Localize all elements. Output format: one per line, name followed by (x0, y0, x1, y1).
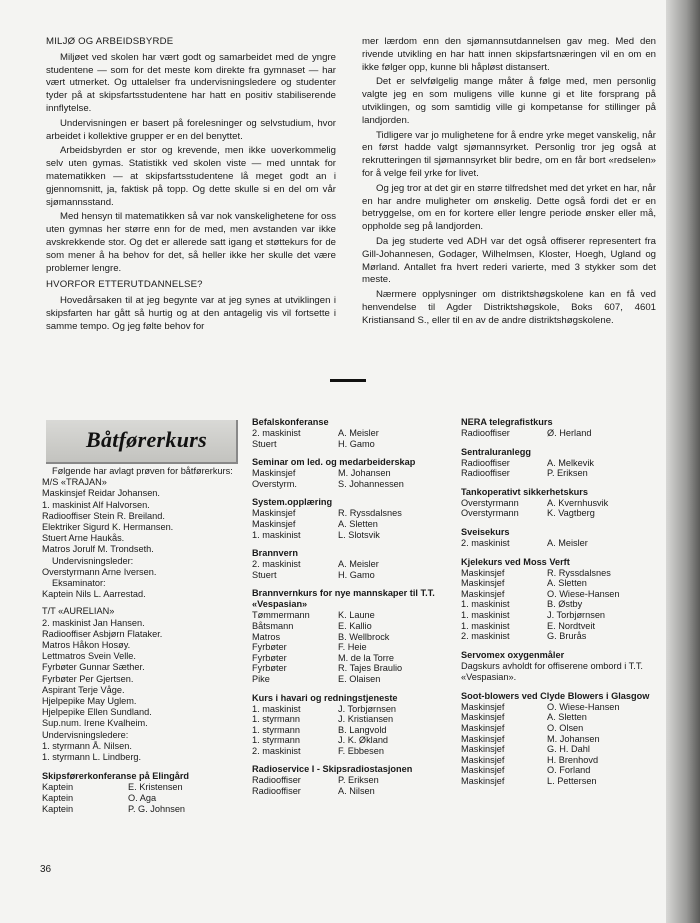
list-line: 1. styrmann L. Lindberg. (42, 752, 142, 763)
role-cell: 1. styrmann (252, 735, 300, 746)
table-row (461, 599, 620, 610)
name-cell: K. Laune (338, 610, 375, 621)
name-cell: O. Forland (547, 765, 591, 776)
role-cell: Overstyrmann (461, 508, 519, 519)
paragraph: Tidligere var jo mulighetene for å endre yrke meget vanskelig, når en først hadde valgt sjømannsyrket. Personlig tror jeg også at rekrutteringen til sjømannsyrket blir bedre, om en får bort «redselen» for å velge feil yrke for livet. (362, 129, 656, 179)
roster-table (252, 468, 404, 489)
name-cell: R. Ryssdalsnes (338, 508, 402, 519)
name-cell: R. Ryssdalsnes (547, 567, 611, 578)
role-cell: Tømmermann (252, 610, 310, 621)
list-line: Hjelpepike Ellen Sundland. (42, 707, 152, 718)
name-cell: J. Torbjørnsen (338, 703, 397, 714)
paragraph: Da jeg studerte ved ADH var det også offiserer representert fra Gill-Johannesen, Godager, Wilhelmsen, Kloster, Hoegh, Ugland og Mørland. Antallet fra hvert rederi varierte, med 3 stykker som det meste. (362, 235, 656, 286)
course-section (461, 447, 661, 479)
section-title: Soot-blowers ved Clyde Blowers i Glasgow (461, 690, 650, 701)
roster-table (461, 568, 620, 642)
section-heading: HVORFOR ETTERUTDANNELSE? (46, 279, 203, 291)
role-cell: 1. maskinist (461, 609, 510, 620)
role-cell: 1. styrmann (252, 714, 300, 725)
name-cell: K. Vagtberg (547, 508, 595, 519)
section-title: Kurs i havari og redningstjeneste (252, 692, 398, 703)
name-cell: J. Kristiansen (338, 714, 394, 725)
list-line: Fyrbøter Per Gjertsen. (42, 673, 134, 684)
section-title: Servomex oxygenmåler (461, 649, 565, 660)
list-line: Følgende har avlagt prøven for båtførerkurs: (52, 466, 233, 476)
name-cell: A. Nilsen (338, 786, 375, 797)
name-cell: M. Johansen (547, 733, 600, 744)
name-cell: A. Meisler (547, 537, 588, 548)
table-row (252, 642, 402, 653)
article-right-column (362, 36, 656, 330)
table-row (252, 439, 379, 450)
role-cell: Maskinsjef (461, 754, 505, 765)
section-title: Brannvern (252, 548, 298, 559)
name-cell: A. Meisler (338, 559, 379, 570)
role-cell: Kaptein (42, 793, 74, 804)
name-cell: H. Gamo (338, 438, 375, 449)
paragraph: Det er selvfølgelig mange måter å følge med, men personlig valgte jeg en som muligens ville kunne gi et lite forsprang på utviklingen, og som samtidig ville gi kompetanse for stillinger på landjorden. (362, 76, 656, 126)
list-line: Elektriker Sigurd K. Hermansen. (42, 522, 174, 533)
role-cell: Fyrbøter (252, 642, 287, 653)
table-row (252, 704, 396, 715)
section-title: Tankoperativt sikkerhetskurs (461, 486, 588, 497)
course-section (252, 548, 452, 580)
table-row (252, 714, 396, 725)
section-title: Befalskonferanse (252, 417, 329, 427)
name-cell: A. Melkevik (547, 457, 594, 468)
name-cell: B. Østby (547, 599, 583, 610)
table-row (461, 621, 620, 632)
table-row (252, 735, 396, 746)
list-line: Undervisningsledere: (42, 729, 129, 740)
boat-course-banner (46, 420, 238, 464)
role-cell: Kaptein (42, 803, 74, 814)
list-line: Eksaminator: (52, 578, 106, 589)
name-cell: P. G. Johnsen (128, 803, 186, 814)
list-line: Matros Håkon Hosøy. (42, 640, 131, 651)
section-title: Brannvernkurs for nye mannskaper til T.T. «Vespasian» (252, 588, 435, 610)
name-cell: P. Eriksen (338, 775, 379, 786)
paragraph: Med hensyn til matematikken så var nok vanskelighetene for oss uten gymnas her større enn for de med, men avstanden var ikke avskrekkende stor. Og det er allerede satt igang et støttekurs for de som mener å ha behov for det, så heller ikke her skulle det være problemer lengre. (46, 211, 336, 274)
list-line: Hjelpepike May Uglem. (42, 696, 137, 707)
role-cell: Maskinsjef (252, 508, 296, 519)
table-row (252, 610, 402, 621)
table-row (42, 782, 185, 793)
list-line: Stuert Arne Haukås. (42, 533, 125, 544)
role-cell: Båtsmann (252, 620, 294, 631)
roster-table (252, 704, 396, 757)
role-cell: Fyrbøter (252, 663, 287, 674)
roster-table (252, 559, 379, 580)
list-line: Overstyrmann Arne Iversen. (42, 566, 157, 577)
table-row (461, 508, 608, 519)
role-cell: 1. maskinist (461, 620, 510, 631)
name-cell: A. Meisler (338, 428, 379, 438)
table-row (252, 468, 404, 479)
page-edge-shadow (666, 0, 700, 923)
table-row (252, 428, 379, 439)
table-row (461, 468, 594, 479)
course-section (461, 527, 661, 549)
section-title: Seminar om led. og medarbeiderskap (252, 457, 416, 468)
list-line: M/S «TRAJAN» (42, 477, 107, 488)
table-row (461, 458, 594, 469)
table-row (252, 559, 379, 570)
table-row (461, 610, 620, 621)
role-cell: 1. maskinist (461, 599, 510, 610)
role-cell: Maskinsjef (461, 588, 505, 599)
name-cell: S. Johannessen (338, 478, 404, 489)
role-cell: Radiooffiser (461, 468, 510, 479)
course-section (252, 693, 452, 757)
role-cell: Radiooffiser (252, 775, 301, 786)
name-cell: B. Langvold (338, 724, 387, 735)
paragraph: Miljøet ved skolen har vært godt og samarbeidet med de yngre studentene — som for det meste kom direkte fra gymnaset — har vært utmerket. Og uttalelser fra undervisningsledere og studenter tyder på at skipsfartsstudentene har hatt en positiv stabiliserende innflytelse. (46, 51, 336, 114)
course-section (252, 764, 452, 796)
table-row (252, 530, 402, 541)
roster-table (252, 428, 379, 449)
table-row (252, 519, 402, 530)
name-cell: Ø. Herland (547, 428, 592, 438)
table-row (252, 663, 402, 674)
name-cell: O. Wiese-Hansen (547, 701, 620, 712)
table-row (461, 744, 620, 755)
paragraph: Og jeg tror at det gir en større tilfredshet med det yrket en har, når en har andre muligheter om ønskelig. Dette også fordi det er en betryggelse, om en for kortere eller lengre periode ønsker eller må, oppholde seg på landjorden. (362, 182, 656, 233)
role-cell: Stuert (252, 569, 277, 580)
role-cell: Maskinsjef (461, 765, 505, 776)
roster-table (252, 775, 379, 796)
table-row (252, 621, 402, 632)
role-cell: 1. styrmann (252, 724, 300, 735)
name-cell: M. Johansen (338, 468, 391, 479)
section-title: Skipsførerkonferanse på Elingård (42, 771, 190, 782)
role-cell: Maskinsjef (461, 578, 505, 589)
course-section (461, 557, 661, 642)
role-cell: Maskinsjef (252, 518, 296, 529)
role-cell: Radiooffiser (461, 457, 510, 468)
list-line: 2. maskinist Jan Hansen. (42, 617, 145, 628)
name-cell: O. Wiese-Hansen (547, 588, 620, 599)
role-cell: Maskinsjef (252, 468, 296, 479)
table-row (461, 578, 620, 589)
table-row (461, 589, 620, 600)
page-number: 36 (40, 864, 52, 875)
role-cell: Maskinsjef (461, 722, 505, 733)
course-section (252, 457, 452, 489)
name-cell: E. Nordtveit (547, 620, 595, 631)
list-line: 1. styrmann Å. Nilsen. (42, 740, 132, 751)
section-divider (330, 379, 366, 382)
role-cell: Maskinsjef (461, 775, 505, 786)
name-cell: P. Eriksen (547, 468, 588, 479)
list-line: Kaptein Nils L. Aarrestad. (42, 589, 146, 600)
name-cell: L. Slotsvik (338, 529, 380, 540)
name-cell: G. H. Dahl (547, 744, 590, 755)
name-cell: B. Wellbrock (338, 631, 390, 642)
name-cell: A. Kvernhusvik (547, 497, 609, 508)
role-cell: 1. maskinist (252, 703, 301, 714)
table-row (252, 775, 379, 786)
role-cell: Maskinsjef (461, 744, 505, 755)
list-line: Radiooffiser Stein R. Breiland. (42, 510, 165, 521)
name-cell: E. Kallio (338, 620, 372, 631)
courses-middle-column (252, 417, 452, 805)
list-line: 1. maskinist Alf Halvorsen. (42, 499, 150, 510)
name-cell: H. Brenhovd (547, 754, 599, 765)
table-row (461, 712, 620, 723)
paragraph: Nærmere opplysninger om distriktshøgskolene kan en få ved henvendelse til Agder Distriktshøgskole, Boks 607, 4601 Kristiansand S., eller til en av de andre distriktshøgskolene. (362, 289, 656, 326)
role-cell: Fyrbøter (252, 652, 287, 663)
list-line: Fyrbøter Gunnar Sæther. (42, 662, 145, 673)
paragraph: Hovedårsaken til at jeg begynte var at jeg synes at utviklingen i skipsfarten har gått så hurtig og at den antagelig vis vil fortsette i samme tempo. Og jeg følte behov for (46, 295, 336, 332)
paragraph: Undervisningen er basert på forelesninger og selvstudium, hvor arbeidet i kollektive grupper er en del benyttet. (46, 117, 336, 142)
table-row (461, 734, 620, 745)
table-row (461, 702, 620, 713)
list-line: Radiooffiser Asbjørn Flataker. (42, 628, 163, 639)
course-section (252, 588, 452, 684)
course-section (461, 691, 661, 787)
role-cell: 1. maskinist (252, 529, 301, 540)
role-cell: Maskinsjef (461, 567, 505, 578)
name-cell: M. de la Torre (338, 652, 394, 663)
roster-table (252, 508, 402, 540)
table-row (461, 723, 620, 734)
role-cell: 2. maskinist (252, 559, 301, 570)
table-row (252, 725, 396, 736)
section-title: System.opplæring (252, 497, 333, 508)
section-title: Sveisekurs (461, 526, 510, 537)
table-row (461, 755, 620, 766)
list-line: Matros Jorulf M. Trondseth. (42, 544, 154, 555)
name-cell: A. Sletten (547, 712, 587, 723)
name-cell: O. Aga (128, 793, 157, 804)
role-cell: Kaptein (42, 782, 74, 793)
name-cell: H. Gamo (338, 569, 375, 580)
section-title: Radioservice I - Skipsradiostasjonen (252, 764, 413, 775)
table-row (252, 632, 402, 643)
table-row (461, 498, 608, 509)
course-section (461, 650, 661, 683)
name-cell: G. Brurås (547, 631, 587, 642)
name-cell: A. Sletten (547, 578, 587, 589)
list-line: Maskinsjef Reidar Johansen. (42, 488, 160, 499)
name-cell: O. Olsen (547, 722, 584, 733)
role-cell: 2. maskinist (461, 631, 510, 642)
role-cell: Overstyrm. (252, 478, 297, 489)
section-title: Sentraluranlegg (461, 446, 531, 457)
course-section (252, 417, 452, 449)
table-row (461, 631, 620, 642)
list-line: Sup.num. Irene Kvalheim. (42, 718, 148, 729)
role-cell: 2. maskinist (252, 428, 301, 438)
name-cell: J. Torbjørnsen (547, 609, 606, 620)
role-cell: Overstyrmann (461, 497, 519, 508)
section-title: NERA telegrafistkurs (461, 417, 553, 427)
roster-table (461, 538, 588, 549)
boat-course-column (42, 466, 242, 814)
name-cell: L. Pettersen (547, 775, 597, 786)
section-title: Kjelekurs ved Moss Verft (461, 556, 570, 567)
name-cell: E. Olaisen (338, 673, 381, 684)
table-row (252, 508, 402, 519)
course-section (461, 417, 661, 439)
role-cell: Maskinsjef (461, 712, 505, 723)
table-row (252, 786, 379, 797)
course-section (461, 487, 661, 519)
role-cell: Matros (252, 631, 281, 642)
role-cell: Maskinsjef (461, 733, 505, 744)
table-row (461, 776, 620, 787)
table-row (252, 746, 396, 757)
roster-table (461, 702, 620, 787)
name-cell: A. Sletten (338, 518, 378, 529)
paragraph: mer lærdom enn den sjømannsutdannelsen gav meg. Med den rivende utvikling en har hatt innen skipsfartsnæringen vil en om en ikke følger opp, kunne bli håpløst distansert. (362, 36, 656, 73)
role-cell: 2. maskinist (252, 745, 301, 756)
role-cell: Stuert (252, 438, 277, 449)
list-line: Aspirant Terje Våge. (42, 684, 125, 695)
table-row (42, 804, 185, 815)
name-cell: F. Heie (338, 642, 367, 653)
banner-title: Båtførerkurs (86, 427, 207, 452)
name-cell: F. Ebbesen (338, 745, 384, 756)
role-cell: Pike (252, 673, 270, 684)
table-row (461, 428, 591, 439)
table-row (461, 568, 620, 579)
name-cell: E. Kristensen (128, 782, 183, 793)
list-line: T/T «AURELIAN» (42, 606, 115, 617)
table-row (252, 674, 402, 685)
roster-table (252, 610, 402, 684)
roster-table (461, 458, 594, 479)
list-line: Undervisningsleder: (52, 555, 134, 566)
courses-right-column (461, 417, 661, 794)
role-cell: Maskinsjef (461, 701, 505, 712)
name-cell: R. Tajes Braulio (338, 663, 403, 674)
role-cell: 2. maskinist (461, 537, 510, 548)
list-line: Lettmatros Svein Velle. (42, 651, 136, 662)
paragraph: Arbeidsbyrden er stor og krevende, men ikke uoverkommelig selv uten gymas. Statistikk ved skolen viste — med unntak for matematikken — at skipsfartsstudentene lå meget godt an i gjennomsnitt, ja, faktisk på topp. Og dette skulle si en del om vår sjømannsstand. (46, 145, 336, 208)
table-row (252, 653, 402, 664)
roster-table (461, 498, 608, 519)
article-left-column (46, 36, 336, 336)
table-row (252, 479, 404, 490)
name-cell: J. K. Økland (338, 735, 389, 746)
table-row (461, 765, 620, 776)
table-row (252, 570, 379, 581)
roster-table (42, 782, 185, 814)
role-cell: Radiooffiser (252, 786, 301, 797)
course-section (252, 497, 452, 540)
section-heading: MILJØ OG ARBEIDSBYRDE (46, 36, 174, 47)
section-text: Dagskurs avholdt for offiserene ombord i T.T. «Vespasian». (461, 660, 643, 682)
table-row (461, 538, 588, 549)
role-cell: Radiooffiser (461, 428, 510, 438)
roster-table (461, 428, 591, 439)
table-row (42, 793, 185, 804)
